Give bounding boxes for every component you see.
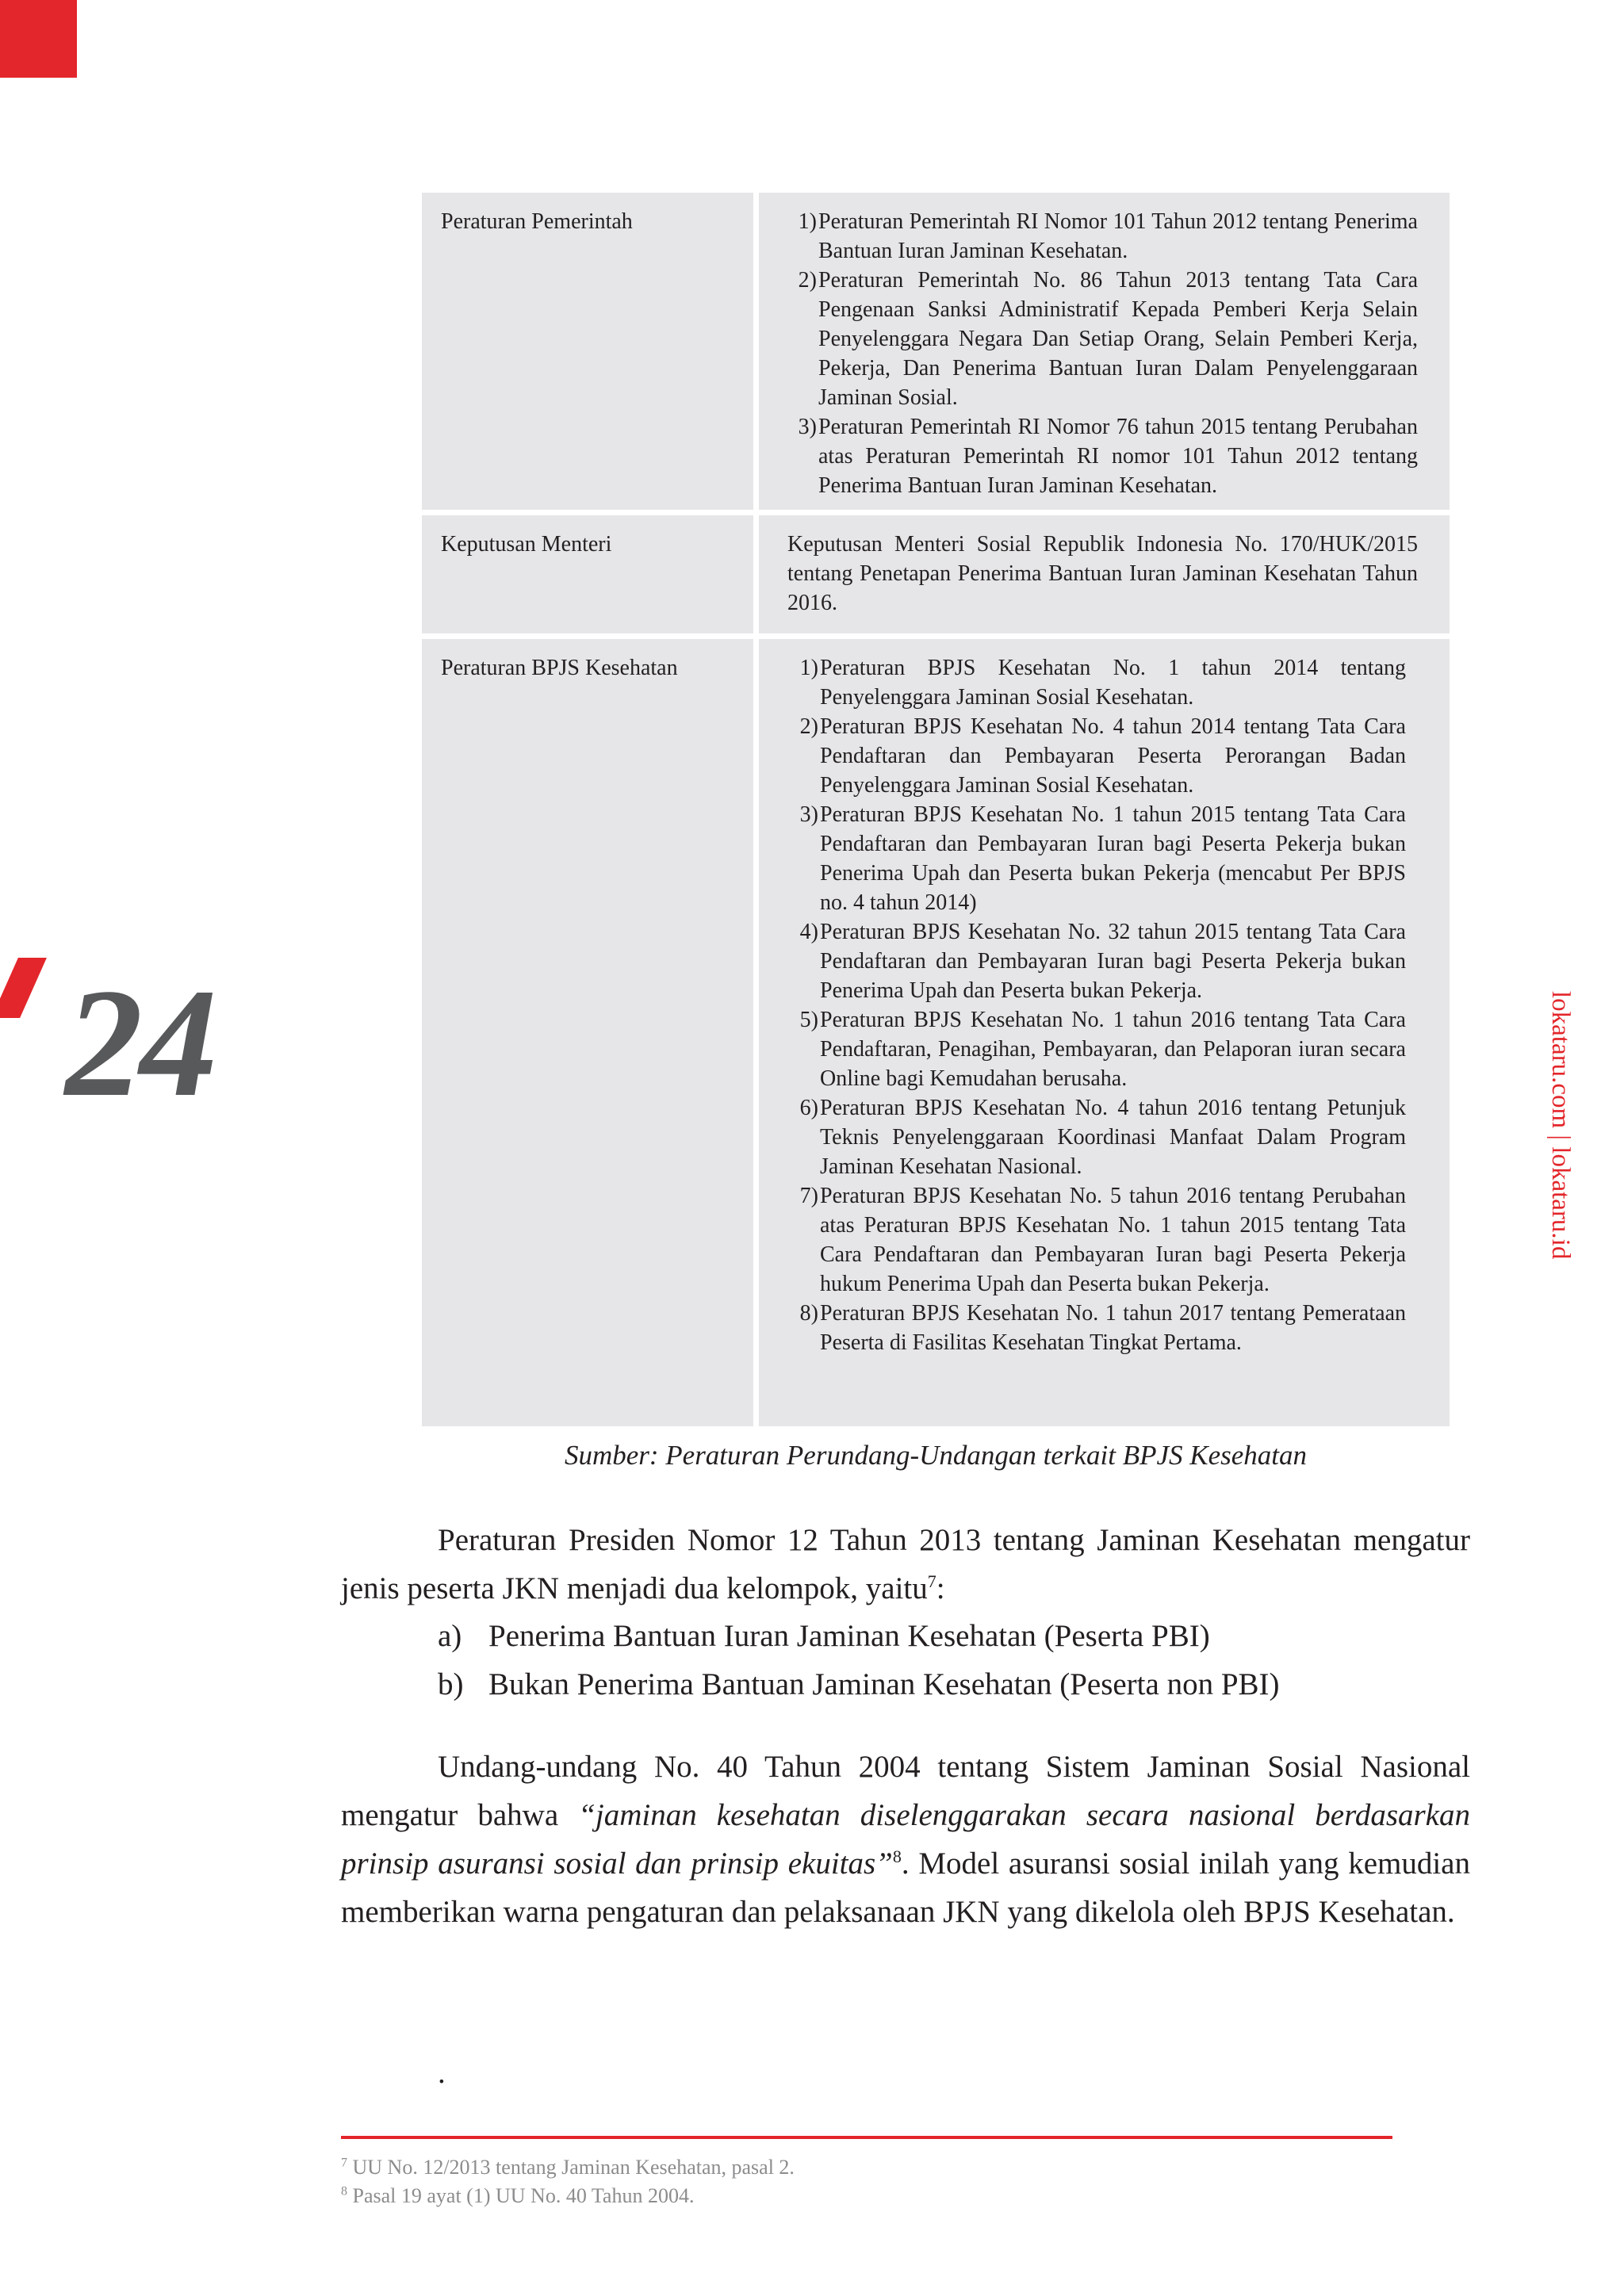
footnote-ref[interactable]: 7 (927, 1571, 936, 1591)
footnote-text: UU No. 12/2013 tentang Jaminan Kesehatan, pasal 2. (347, 2156, 795, 2179)
item-text: Peraturan BPJS Kesehatan No. 1 tahun 2016 tentang Tata Cara Pendaftaran, Penagihan, Pembayaran, dan Pelaporan iuran secara Online bagi Kemudahan berusaha. (820, 1008, 1406, 1091)
row-label: Keputusan Menteri (422, 515, 753, 633)
list-text: Penerima Bantuan Iuran Jaminan Kesehatan (Peserta PBI) (488, 1619, 1210, 1653)
footnote-divider (341, 2136, 1392, 2139)
list-label: a) (438, 1619, 462, 1653)
table-source-caption: Sumber: Peraturan Perundang-Undangan terkait BPJS Kesehatan (564, 1440, 1308, 1471)
footnote-number: 8 (341, 2184, 347, 2198)
footnote-ref[interactable]: 8 (892, 1846, 902, 1866)
item-number: 2) (798, 268, 817, 293)
footnote (341, 2153, 795, 2182)
paragraph-text-rest: . Model asuransi sosial inilah yang kemudian memberikan warna pengaturan dan pelaksanaan JKN yang dikelola oleh BPJS Kesehatan. (341, 1846, 1470, 1929)
corner-accent-block (0, 0, 77, 78)
page-number-slash (0, 958, 47, 1018)
item-text: Peraturan BPJS Kesehatan No. 5 tahun 2016 tentang Perubahan atas Peraturan BPJS Kesehatan No. 1 tahun 2015 tentang Tata Cara Pendaftaran dan Pembayaran Iuran bagi Peserta Pekerja hukum Penerima Upah dan Peserta bukan Pekerja. (820, 1184, 1406, 1296)
participant-list (438, 1612, 1280, 1709)
item-number: 3) (799, 802, 818, 827)
paragraph-suffix: : (936, 1571, 945, 1605)
row-label: Peraturan Pemerintah (422, 193, 753, 510)
row-label: Peraturan BPJS Kesehatan (422, 639, 753, 1426)
table-row (422, 639, 1450, 1426)
list-item (789, 800, 1406, 917)
item-text: Peraturan BPJS Kesehatan No. 1 tahun 2017 tentang Pemerataan Peserta di Fasilitas Kesehatan Tingkat Pertama. (820, 1301, 1406, 1355)
law-quote: “jaminan kesehatan diselenggarakan secara nasional berdasarkan prinsip asuransi sosial dan prinsip ekuitas” (341, 1798, 1470, 1881)
list-item (787, 266, 1418, 412)
item-number: 6) (799, 1096, 818, 1120)
footnote-number: 7 (341, 2156, 347, 2170)
list-label: b) (438, 1667, 464, 1701)
list-item (789, 1005, 1406, 1093)
row-content: Keputusan Menteri Sosial Republik Indonesia No. 170/HUK/2015 tentang Penetapan Penerima Bantuan Iuran Jaminan Kesehatan Tahun 2016. (759, 515, 1450, 633)
paragraph-text: Peraturan Presiden Nomor 12 Tahun 2013 tentang Jaminan Kesehatan mengatur jenis peserta JKN menjadi dua kelompok, yaitu (341, 1523, 1470, 1605)
item-text: Peraturan Pemerintah RI Nomor 76 tahun 2015 tentang Perubahan atas Peraturan Pemerintah RI nomor 101 Tahun 2012 tentang Penerima Bantuan Iuran Jaminan Kesehatan. (818, 415, 1418, 498)
row-content (759, 193, 1450, 510)
paragraph-law (341, 1743, 1470, 1936)
item-text: Peraturan Pemerintah RI Nomor 101 Tahun 2012 tentang Penerima Bantuan Iuran Jaminan Kesehatan. (818, 209, 1418, 263)
item-number: 7) (799, 1184, 818, 1208)
footnote (341, 2182, 795, 2210)
list-item (787, 207, 1418, 266)
item-number: 2) (799, 714, 818, 739)
side-website-text: lokataru.com | lokataru.id (1546, 991, 1575, 1260)
list-item (789, 1181, 1406, 1299)
footnote-text: Pasal 19 ayat (1) UU No. 40 Tahun 2004. (347, 2184, 695, 2207)
table-row (422, 515, 1450, 633)
item-number: 1) (798, 209, 817, 234)
regulation-table (422, 193, 1450, 1426)
regulation-list (789, 653, 1406, 1357)
list-item (438, 1612, 1280, 1660)
list-item (789, 712, 1406, 800)
item-text: Peraturan Pemerintah No. 86 Tahun 2013 tentang Tata Cara Pengenaan Sanksi Administratif Kepada Pemberi Kerja Selain Penyelenggara Negara Dan Setiap Orang, Selain Pemberi Kerja, Pekerja, Dan Penerima Bantuan Iuran Dalam Penyelenggaraan Jaminan Sosial. (818, 268, 1418, 410)
item-text: Peraturan BPJS Kesehatan No. 4 tahun 2016 tentang Petunjuk Teknis Penyelenggaraan Koordinasi Manfaat Dalam Program Jaminan Kesehatan Nasional. (820, 1096, 1406, 1179)
list-text: Bukan Penerima Bantuan Jaminan Kesehatan (Peserta non PBI) (488, 1667, 1280, 1701)
footnotes (341, 2153, 795, 2210)
list-item (789, 653, 1406, 712)
item-text: Peraturan BPJS Kesehatan No. 4 tahun 2014 tentang Tata Cara Pendaftaran dan Pembayaran Peserta Perorangan Badan Penyelenggara Jaminan Sosial Kesehatan. (820, 714, 1406, 798)
item-number: 8) (799, 1301, 818, 1326)
paragraph-text: Undang-undang No. 40 Tahun 2004 tentang Sistem Jaminan Sosial Nasional mengatur bahwa (341, 1750, 1470, 1832)
item-text: Peraturan BPJS Kesehatan No. 1 tahun 2014 tentang Penyelenggara Jaminan Sosial Kesehatan. (820, 656, 1406, 710)
trailing-dot: . (438, 2056, 446, 2090)
list-item (438, 1660, 1280, 1709)
item-number: 4) (799, 920, 818, 944)
item-text: Peraturan BPJS Kesehatan No. 32 tahun 2015 tentang Tata Cara Pendaftaran dan Pembayaran Iuran bagi Peserta Pekerja bukan Penerima Upah dan Peserta bukan Pekerja. (820, 920, 1406, 1003)
item-number: 1) (799, 656, 818, 680)
list-item (787, 412, 1418, 500)
row-content (759, 639, 1450, 1426)
list-item (789, 1093, 1406, 1181)
page-number: 24 (65, 957, 214, 1129)
paragraph-participants (341, 1516, 1470, 1613)
list-item (789, 917, 1406, 1005)
list-item (789, 1299, 1406, 1357)
item-number: 5) (799, 1008, 818, 1032)
item-text: Peraturan BPJS Kesehatan No. 1 tahun 2015 tentang Tata Cara Pendaftaran dan Pembayaran Iuran bagi Peserta Pekerja bukan Penerima Upah dan Peserta bukan Pekerja (mencabut Per BPJS no. 4 tahun 2014) (820, 802, 1406, 915)
regulation-list (787, 207, 1418, 500)
item-number: 3) (798, 415, 817, 439)
table-row (422, 193, 1450, 510)
